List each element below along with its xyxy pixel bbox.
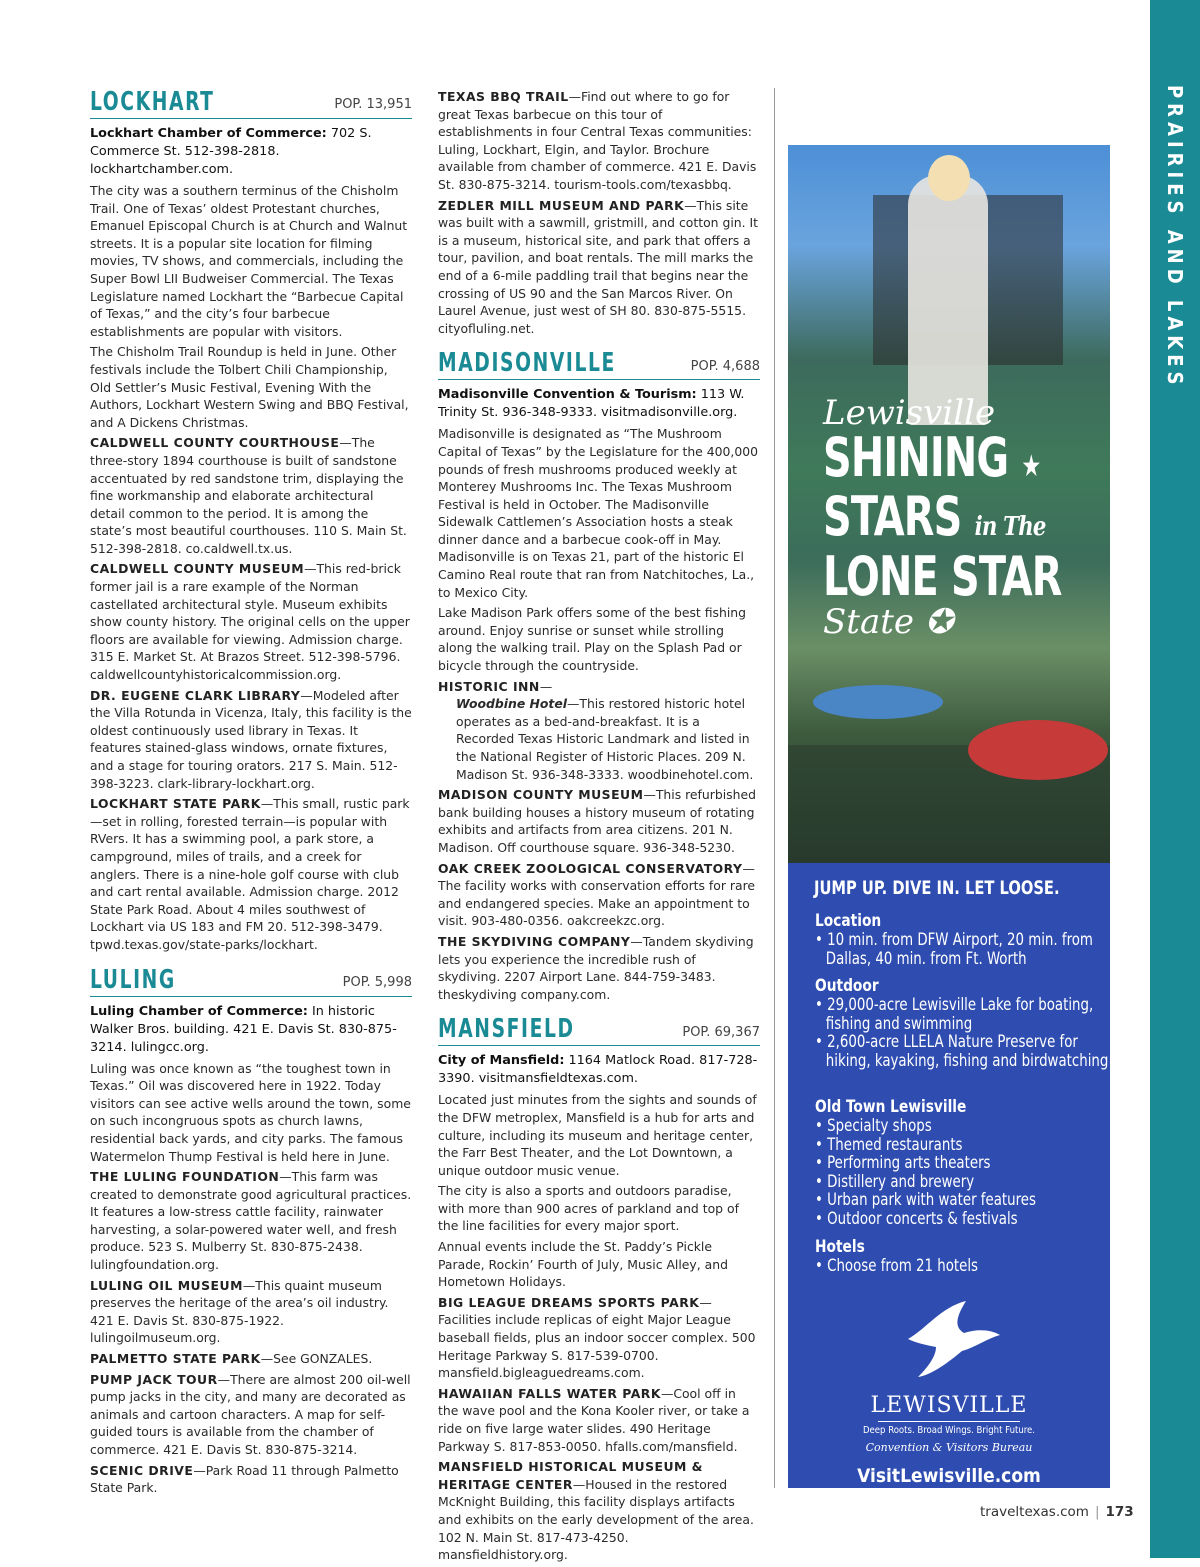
listing: DR. EUGENE CLARK LIBRARY—Modeled after the Villa Rotunda in Vicenza, Italy, this facility is the oldest continuously used library in Texas. It features stained-glass windows, ornate fixtures, and a stage for touring orators. 217 S. Main. 512-398-3223. clark-library-lockhart.org.	[90, 687, 412, 791]
paragraph: Luling was once known as “the toughest town in Texas.” Oil was discovered here in 1922. Today visitors can see active wells around the town, some on such incongruous spots as church lawns, residential back yards, and city parks. The famous Watermelon Thump Festival is held here in June.	[90, 1060, 411, 1164]
listing: MANSFIELD HISTORICAL MUSEUM & HERITAGE CENTER—Housed in the restored McKnight Building, this facility displays artifacts and exhibits on the early development of the area. 102 N. Main St. 817-473-4250. mansfieldhistory.org.	[438, 1459, 754, 1563]
city-header-lockhart	[90, 88, 412, 119]
listing: LOCKHART STATE PARK—This small, rustic park—set in rolling, forested terrain—is popular with RVers. It has a swimming pool, a park store, a campground, miles of trails, and a creek for anglers. There is a nine-hole golf course with club and cart rental available. Admission charge. 2012 State Park Road. About 4 miles southwest of Lockhart via US 183 and FM 20. 512-398-3479. tpwd.texas.gov/state-parks/lockhart.	[90, 796, 410, 952]
ad-url-link[interactable]: VisitLewisville.com	[857, 1465, 1041, 1487]
headline-script: Lewisville	[823, 393, 996, 433]
listing: ZEDLER MILL MUSEUM AND PARK—This site was built with a sawmill, gristmill, and cotton gin. It is a museum, historical site, and park that offers a tour, pavilion, and boat rentals. The mill marks the end of a 6-mile paddling trail that begins near the crossing of US 90 and the San Marcos River. On Laurel Avenue, just west of SH 80. 830-875-5515. cityofluling.net.	[438, 197, 759, 336]
singer-head	[928, 155, 970, 201]
headline-line1: SHINING ★	[823, 426, 1041, 489]
population: POP. 4,688	[690, 358, 760, 374]
headline-line2: STARS in The	[823, 485, 1046, 548]
column-divider	[774, 88, 775, 1488]
listing: MADISON COUNTY MUSEUM—This refurbished bank building houses a history museum of rotating exhibits and artifacts from area citizens. 201 N. Madison. Off courthouse square. 936-348-5230.	[438, 787, 756, 855]
paragraph: The Chisholm Trail Roundup is held in June. Other festivals include the Tolbert Chili Championship, Old Settler’s Music Festival, Evening With the Authors, Lockhart Western Swing and BBQ Festival, and A Dickens Christmas.	[90, 344, 409, 430]
ad-info-panel	[788, 863, 1110, 1488]
listing-sub: Woodbine Hotel—This restored historic hotel operates as a bed-and-breakfast. It is a Recorded Texas Historic Landmark and listed in the National Register of Historic Places. 209 N. Madison St. 936-348-3333. woodbinehotel.com.	[456, 696, 754, 782]
logo-rule	[878, 1421, 1020, 1422]
paragraph: Located just minutes from the sights and sounds of the DFW metroplex, Mansfield is a hub for arts and culture, including its museum and heritage center, the Farr Best Theater, and the Lot Downtown, a unique outdoor music venue.	[438, 1092, 757, 1178]
city-title: LULING	[90, 964, 176, 995]
paragraph: The city was a southern terminus of the Chisholm Trail. One of Texas’ oldest Protestant churches, Emanuel Episcopal Church is at Church and Walnut streets. It is a popular site location for filming movies, TV shows, and commercials, including the Super Bowl LII Budweiser Commercial. The Texas Legislature named Lockhart the “Barbecue Capital of Texas,” and the city’s four barbecue establishments are popular with visitors.	[90, 183, 408, 339]
listing: SCENIC DRIVE—Park Road 11 through Palmetto State Park.	[90, 1462, 399, 1496]
listing: HAWAIIAN FALLS WATER PARK—Cool off in the wave pool and the Kona Kooler river, or take a ride on five large water slides. 490 Heritage Parkway S. 817-853-0050. hfalls.com/mansfield.	[438, 1385, 750, 1454]
contact-info: Madisonville Convention & Tourism: 113 W. Trinity St. 936-348-9333. visitmadisonville.org.	[438, 387, 745, 421]
footer-site: traveltexas.com	[980, 1504, 1089, 1520]
contact-info: Lockhart Chamber of Commerce: 702 S. Commerce St. 512-398-2818. lockhartchamber.com.	[90, 126, 372, 177]
paragraph: Annual events include the St. Paddy’s Pickle Parade, Rockin’ Fourth of July, Music Alley, and Hometown Holidays.	[438, 1239, 728, 1290]
listing: LULING OIL MUSEUM—This quaint museum preserves the heritage of the area’s oil industry. 421 E. Davis St. 830-875-1922. lulingoilmuseum.org.	[90, 1277, 389, 1346]
listing: BIG LEAGUE DREAMS SPORTS PARK—Facilities include replicas of eight Major League baseball fields, plus an indoor soccer complex. 500 Heritage Parkway S. 817-539-0700. mansfield.bigleaguedreams.com.	[438, 1294, 756, 1381]
population: POP. 13,951	[334, 97, 412, 113]
paragraph: The city is also a sports and outdoors paradise, with more than 900 acres of parkland and top of the line facilities for every major sport.	[438, 1183, 739, 1234]
column-middle	[438, 88, 760, 1567]
ad-outdoor: Outdoor • 29,000-acre Lewisville Lake for boating, fishing and swimming • 2,600-acre LLELA Nature Preserve for hiking, kayaking, fishing and birdwatching	[815, 976, 1109, 1070]
swallow-bird-icon	[906, 1299, 1002, 1379]
headline-line3: LONE STAR	[823, 545, 1062, 608]
city-header-mansfield	[438, 1015, 760, 1046]
headline-state: State ✪	[823, 602, 954, 642]
listing: CALDWELL COUNTY MUSEUM—This red-brick former jail is a rare example of the Norman castellated architectural style. Museum exhibits show county history. The original cells on the upper floors are available for viewing. Admission charge. 315 E. Market St. At Brazos Street. 512-398-5796. caldwellcountyhistoricalcommission.org.	[90, 561, 410, 683]
listing: THE SKYDIVING COMPANY—Tandem skydiving lets you experience the incredible rush of skydiving. 2207 Airport Lane. 844-759-3483. theskydiving company.com.	[438, 933, 754, 1002]
texas-shape-icon: ★	[1021, 449, 1041, 484]
lewisville-advertisement[interactable]	[788, 145, 1110, 1488]
city-header-luling	[90, 966, 412, 997]
population: POP. 5,998	[342, 974, 412, 990]
listing: THE LULING FOUNDATION—This farm was created to demonstrate good agricultural practices. It features a low-stress cattle facility, rainwater harvesting, a solar-powered water well, and fresh produce. 523 S. Mulberry St. 830-875-2438. lulingfoundation.org.	[90, 1169, 412, 1273]
ad-hotels: Hotels • Choose from 21 hotels	[815, 1237, 978, 1275]
page-number: 173	[1105, 1504, 1134, 1520]
logo-tagline: Deep Roots. Broad Wings. Bright Future.	[862, 1425, 1036, 1436]
ad-tagline: JUMP UP. DIVE IN. LET LOOSE.	[814, 877, 1060, 899]
kayak-red	[968, 720, 1108, 780]
ad-headline	[823, 393, 1110, 642]
page-footer: traveltexas.com | 173	[980, 1504, 1134, 1520]
lewisville-logo: LEWISVILLE	[870, 1393, 1028, 1418]
listing: CALDWELL COUNTY COURTHOUSE—The three-story 1894 courthouse is built of sandstone accentuated by red sandstone trim, displaying the fine workmanship and elaborate architectural detail common to the period. It is among the state’s most beautiful courthouses. 110 S. Main St. 512-398-2818. co.caldwell.tx.us.	[90, 435, 407, 556]
listing: PALMETTO STATE PARK—See GONZALES.	[90, 1351, 373, 1367]
logo-cvb: Convention & Visitors Bureau	[865, 1441, 1033, 1454]
contact-info: Luling Chamber of Commerce: In historic Walker Bros. building. 421 E. Davis St. 830-875-3214. lulingcc.org.	[90, 1003, 397, 1055]
star-icon: ✪	[924, 602, 954, 642]
city-header-madisonville	[438, 349, 760, 380]
city-title: MADISONVILLE	[438, 348, 616, 379]
listing: TEXAS BBQ TRAIL—Find out where to go for great Texas barbecue on this tour of establishments in four Central Texas communities: Luling, Lockhart, Elgin, and Taylor. Brochure available from chamber of commerce. 421 E. Davis St. 830-875-3214. tourism-tools.com/texasbbq.	[438, 89, 757, 192]
column-left	[90, 88, 412, 1500]
paragraph: Madisonville is designated as “The Mushroom Capital of Texas” by the Legislature for the 400,000 pounds of fresh mushrooms produced weekly at Monterey Mushrooms Inc. The Texas Mushroom Festival is held in October. The Madisonville Sidewalk Cattlemen’s Association hosts a steak dinner dance and a barbecue cook-off in May. Madisonville is on Texas 21, part of the historic El Camino Real route that ran from Natchitoches, La., to Mexico City.	[438, 426, 758, 600]
listing: PUMP JACK TOUR—There are almost 200 oil-well pump jacks in the city, and many are decorated as animals and cartoon characters. A map for self-guided tours is available from the chamber of commerce. 421 E. Davis St. 830-875-3214.	[90, 1371, 411, 1457]
kayak-blue	[813, 685, 943, 719]
contact-info: City of Mansfield: 1164 Matlock Road. 817-728-3390. visitmansfieldtexas.com.	[438, 1053, 758, 1087]
singer-figure	[908, 175, 988, 425]
city-title: LOCKHART	[90, 87, 215, 117]
paragraph: Lake Madison Park offers some of the best fishing around. Enjoy sunrise or sunset while strolling along the walking trail. Play on the Splash Pad or bicycle through the countryside.	[438, 605, 746, 674]
ad-old-town: Old Town Lewisville • Specialty shops • Themed restaurants • Performing arts theaters • Distillery and brewery • Urban park with water features • Outdoor concerts & festivals	[815, 1097, 1036, 1228]
listing: OAK CREEK ZOOLOGICAL CONSERVATORY—The facility works with conservation efforts for rare and endangered species. Make an appointment to visit. 903-480-0356. oakcreekzc.org.	[438, 860, 756, 929]
city-title: MANSFIELD	[438, 1014, 575, 1045]
ad-location: Location • 10 min. from DFW Airport, 20 min. from Dallas, 40 min. from Ft. Worth	[815, 911, 1093, 968]
listing: HISTORIC INN—	[438, 678, 553, 694]
population: POP. 69,367	[682, 1024, 760, 1040]
section-side-tab-label: PRAIRIES AND LAKES	[1163, 85, 1187, 390]
ad-photo	[788, 145, 1110, 863]
